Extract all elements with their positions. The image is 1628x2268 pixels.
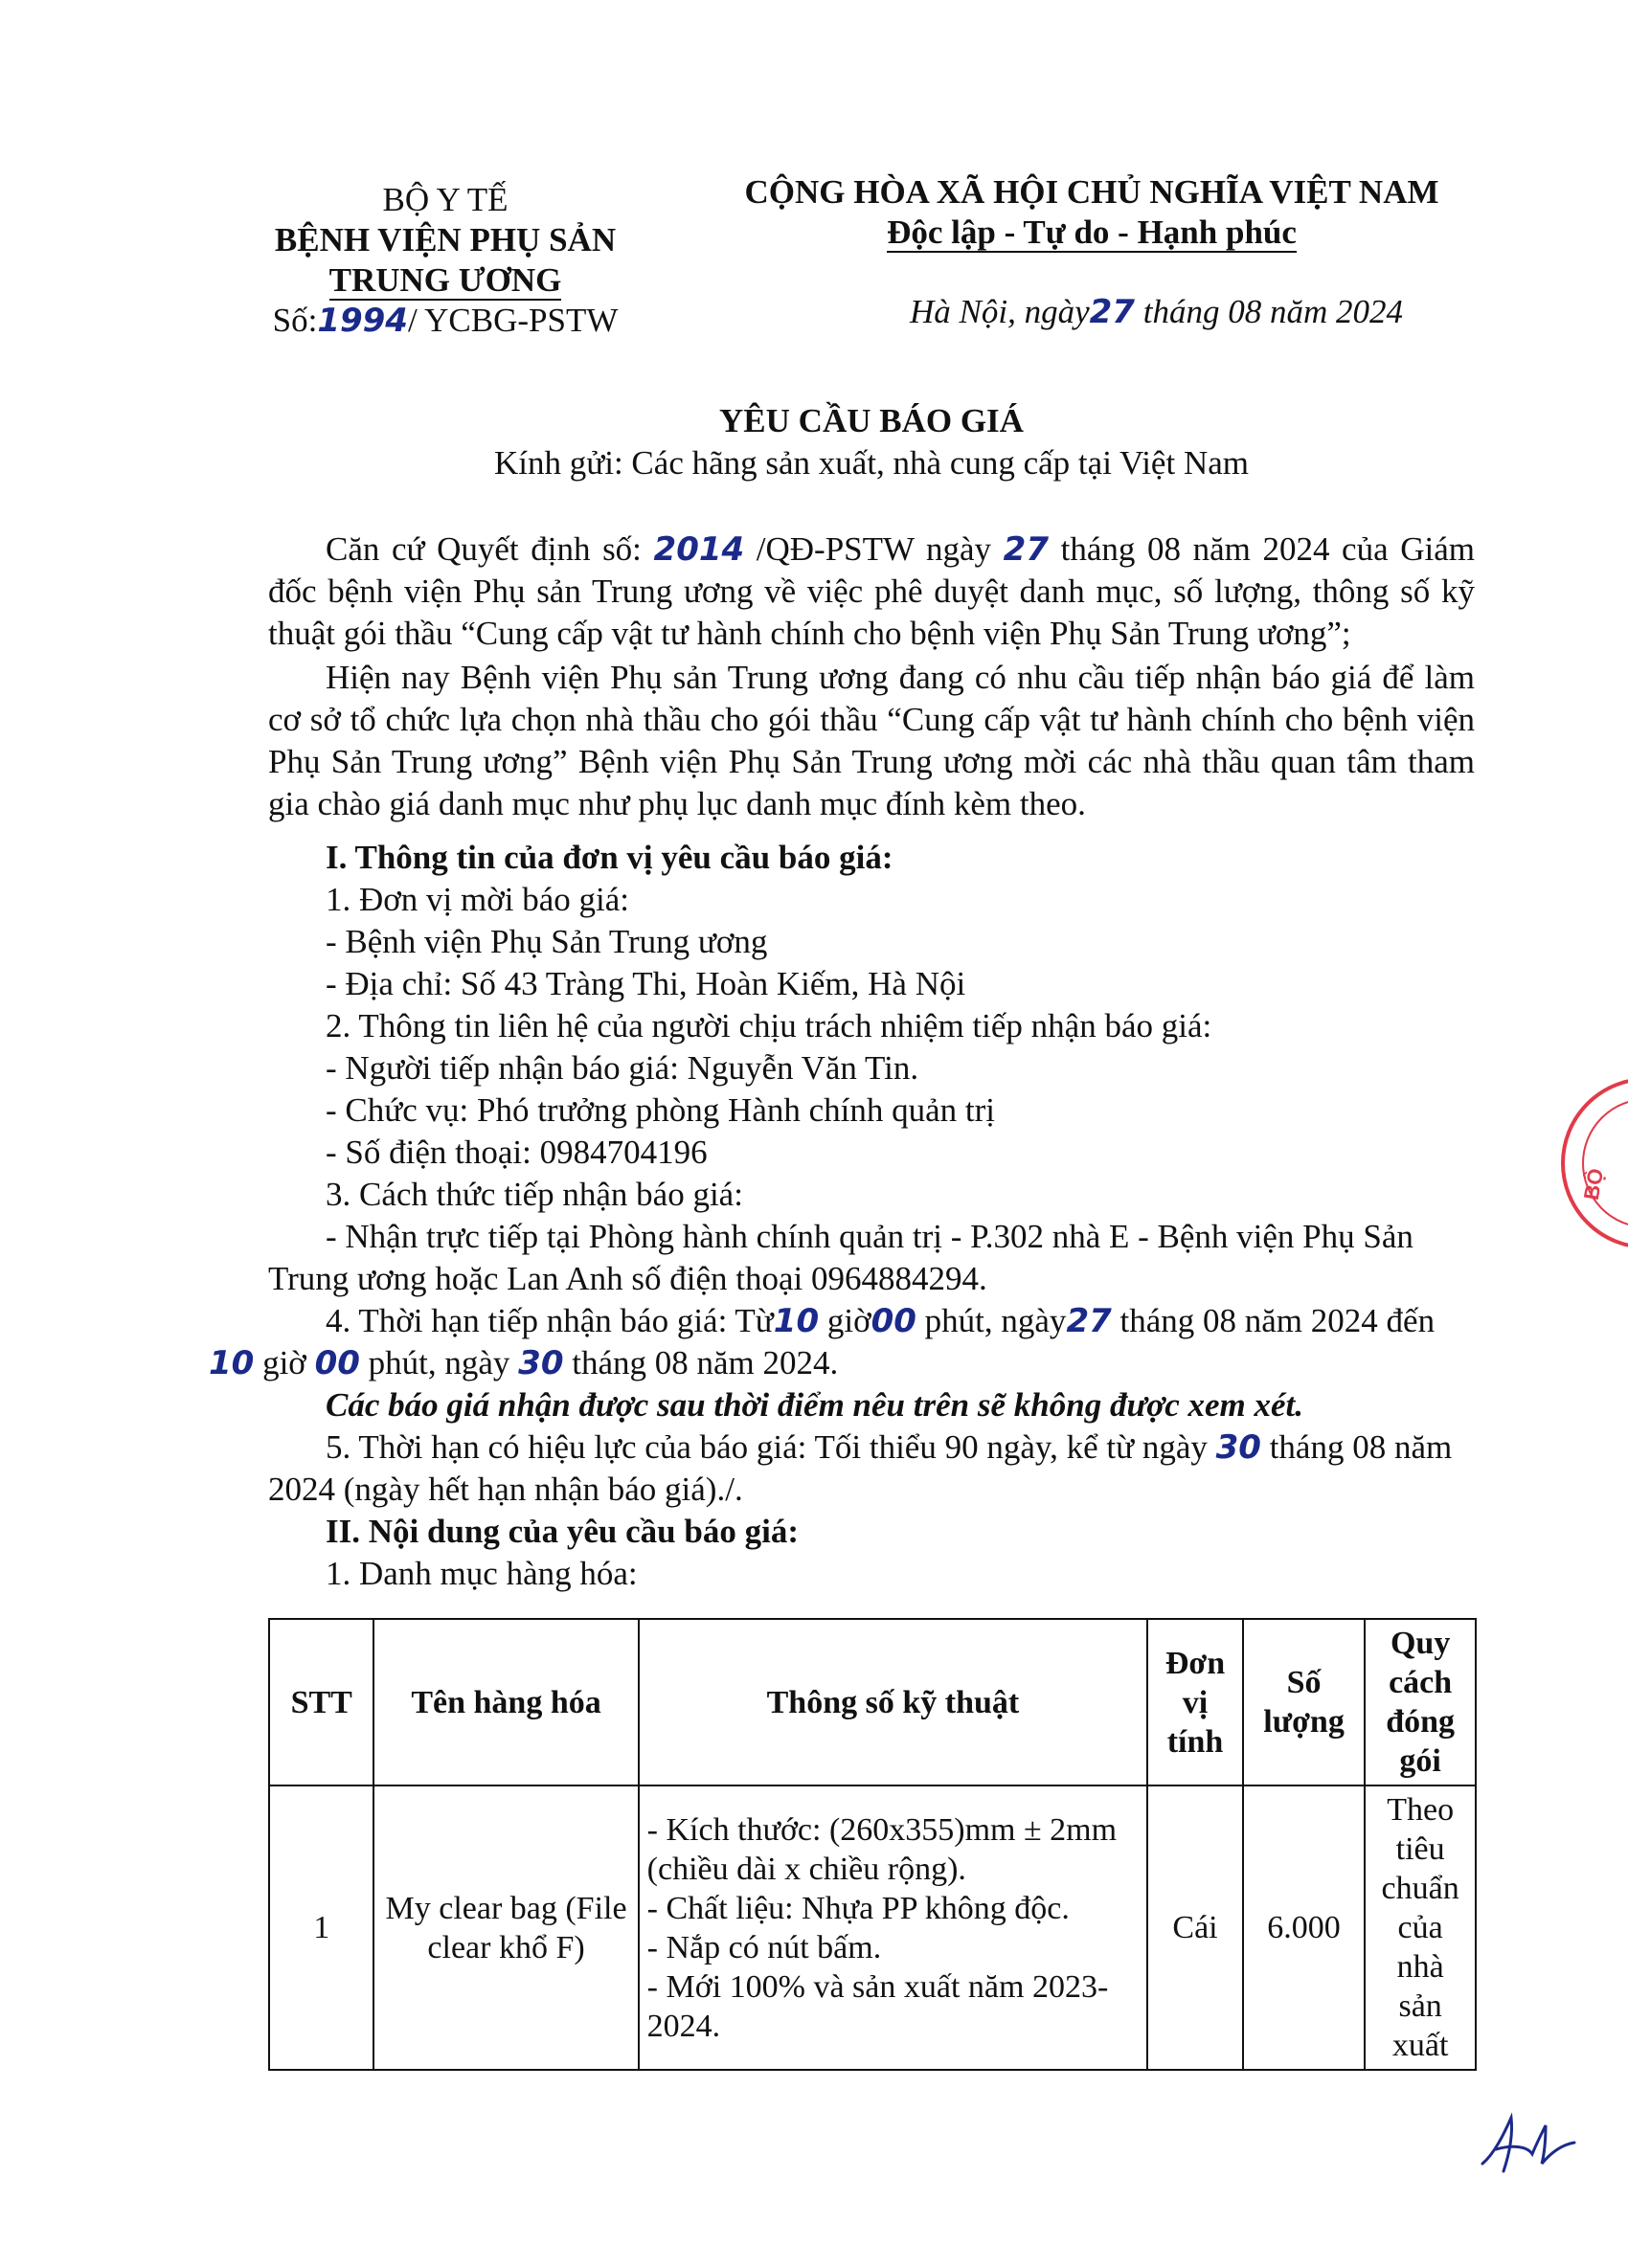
section1-item3: 3. Cách thức tiếp nhận báo giá: [326,1176,743,1213]
hospital-name-line2-wrap [249,260,642,301]
basis-text-3: tháng 08 năm 2024 của Giám đốc bệnh viện Phụ sản Trung ương về việc phê duyệt danh mục, số lượng, thông số kỹ thuật gói thầu “Cung cấp vật tư hành chính cho bệnh viện Phụ Sản Trung ương”; [268,530,1475,652]
validity-text-a: 5. Thời hạn có hiệu lực của báo giá: Tối thiểu 90 ngày, kể từ ngày [326,1428,1216,1466]
deadline-line1 [326,1300,1435,1342]
deadline-minute-start: 00 [871,1302,916,1340]
deadline-text-g: phút, ngày [359,1344,519,1381]
decision-day-handwritten: 27 [1003,530,1049,569]
org-address: - Địa chỉ: Số 43 Tràng Thi, Hoàn Kiếm, Hà Nội [326,965,966,1002]
nation-name: CỘNG HÒA XÃ HỘI CHỦ NGHĨA VIỆT NAM [744,173,1439,211]
motto-wrap [728,213,1456,253]
validity-day-handwritten: 30 [1215,1428,1261,1467]
validity-line2: 2024 (ngày hết hạn nhận báo giá)./. [268,1471,743,1508]
validity-line1 [326,1426,1452,1469]
issue-date-prefix: Hà Nội, ngày [910,293,1090,330]
section1-heading: I. Thông tin của đơn vị yêu cầu báo giá: [326,839,893,876]
receiver-phone: - Số điện thoại: 0984704196 [326,1134,708,1171]
decision-number-handwritten: 2014 [653,530,745,569]
national-motto: Độc lập - Tự do - Hạnh phúc [887,213,1297,251]
basis-text [268,528,1475,655]
row-spec [639,1785,1148,2070]
spec-size: - Kích thước: (260x355)mm ± 2mm (chiều dài x chiều rộng). [646,1811,1118,1887]
document-number-handwritten: 1994 [317,302,408,340]
deadline-text-e: tháng 08 năm 2024 đến [1111,1302,1436,1339]
deadline-line2 [209,1342,838,1384]
method-line1: - Nhận trực tiếp tại Phòng hành chính quản trị - P.302 nhà E - Bệnh viện Phụ Sản [326,1218,1413,1255]
deadline-text-c: phút, ngày [916,1302,1067,1339]
spec-material: - Chất liệu: Nhựa PP không độc. [646,1890,1070,1926]
method-line2: Trung ương hoặc Lan Anh số điện thoại 0964884294. [268,1260,987,1297]
hospital-name-line1: BỆNH VIỆN PHỤ SẢN [274,221,617,258]
document-title: YÊU CẦU BÁO GIÁ [719,402,1024,439]
initials-signature [1475,2097,1580,2183]
issue-date-day: 27 [1089,293,1135,331]
document-number-prefix: Số: [272,302,318,339]
intro-text: Hiện nay Bệnh viện Phụ sản Trung ương đang có nhu cầu tiếp nhận báo giá để làm cơ sở tổ chức lựa chọn nhà thầu cho gói thầu “Cung cấp vật tư hành chính cho bệnh viện Phụ Sản Trung ương” Bệnh viện Phụ Sản Trung ương mời các nhà thầu quan tâm tham gia chào giá danh mục như phụ lục danh mục đính kèm theo. [268,659,1475,822]
validity-text-b: tháng 08 năm [1260,1428,1453,1466]
receiver-position: - Chức vụ: Phó trưởng phòng Hành chính quản trị [326,1091,996,1129]
deadline-day-end: 30 [518,1344,564,1382]
header-name: Tên hàng hóa [373,1619,638,1785]
hospital-name-line2: TRUNG ƯƠNG [328,261,562,299]
header-right [728,172,1456,253]
basis-text-2: /QĐ-PSTW ngày [744,530,1004,568]
section2-heading: II. Nội dung của yêu cầu báo giá: [326,1513,799,1550]
deadline-minute-end: 00 [314,1344,360,1382]
spec-new: - Mới 100% và sản xuất năm 2023-2024. [646,1968,1109,2044]
spec-lid: - Nắp có nút bấm. [646,1929,882,1965]
deadline-hour-end: 10 [209,1344,255,1382]
header-qty: Số lượng [1243,1619,1365,1785]
deadline-text-a: 4. Thời hạn tiếp nhận báo giá: Từ [326,1302,774,1339]
header-stt: STT [269,1619,373,1785]
table-row [269,1785,1476,2070]
deadline-text-i: tháng 08 năm 2024. [563,1344,839,1381]
row-stt: 1 [269,1785,373,2070]
row-unit: Cái [1147,1785,1243,2070]
recipient-line: Kính gửi: Các hãng sản xuất, nhà cung cấp tại Việt Nam [494,444,1249,482]
basis-text-1: Căn cứ Quyết định số: [326,530,654,568]
ministry-name: BỘ Y TẾ [382,181,509,218]
goods-table [268,1618,1477,2071]
document-number-suffix: / YCBG-PSTW [407,302,619,339]
row-name: My clear bag (File clear khổ F) [373,1785,638,2070]
header-left [249,180,642,341]
section2-item1: 1. Danh mục hàng hóa: [326,1555,638,1592]
document-number [249,301,642,341]
section1-item1: 1. Đơn vị mời báo giá: [326,881,629,918]
header-pack: Quy cách đóng gói [1365,1619,1476,1785]
red-seal-text: BỘ [1578,1166,1609,1202]
deadline-text-b: giờ [819,1302,871,1339]
row-qty: 6.000 [1243,1785,1365,2070]
late-warning: Các báo giá nhận được sau thời điểm nêu trên sẽ không được xem xét. [326,1386,1303,1424]
receiver-name: - Người tiếp nhận báo giá: Nguyễn Văn Tin. [326,1049,919,1087]
org-name: - Bệnh viện Phụ Sản Trung ương [326,923,768,960]
row-pack: Theo tiêu chuẩn của nhà sản xuất [1365,1785,1476,2070]
intro-paragraph [268,657,1475,825]
header-unit: Đơn vị tính [1147,1619,1243,1785]
section1-item2: 2. Thông tin liên hệ của người chịu trách nhiệm tiếp nhận báo giá: [326,1007,1212,1044]
deadline-hour-start: 10 [773,1302,820,1340]
table-header-row [269,1619,1476,1785]
deadline-day-start: 27 [1066,1302,1112,1340]
basis-paragraph [268,528,1475,655]
deadline-text-f: giờ [254,1344,315,1381]
issue-date-suffix: tháng 08 năm 2024 [1134,293,1403,330]
header-spec: Thông số kỹ thuật [639,1619,1148,1785]
issue-date [910,291,1403,333]
